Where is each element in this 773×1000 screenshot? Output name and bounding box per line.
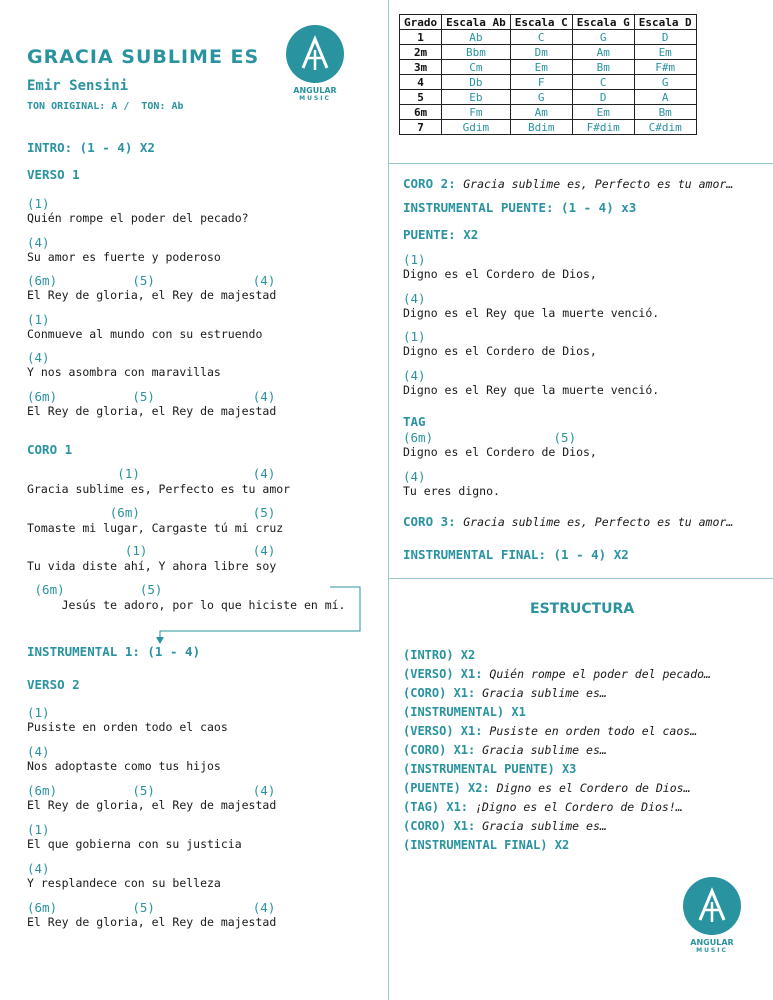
structure-label: (INTRO) X2 (403, 648, 476, 662)
table-row (400, 120, 697, 135)
lyric-line: El Rey de gloria, el Rey de majestad (27, 915, 277, 929)
angular-music-logo (285, 24, 345, 104)
lyric-line: Digno es el Cordero de Dios, (403, 344, 597, 358)
coro3-label: CORO 3: (403, 514, 456, 529)
structure-text: Pusiste en orden todo el caos… (482, 724, 698, 738)
coro3-text: Gracia sublime es, Perfecto es tu amor… (463, 515, 734, 529)
degree-cell: 1 (400, 30, 442, 45)
chord-line: (4) (27, 234, 50, 250)
table-header: Escala D (634, 15, 696, 30)
degree-cell: 4 (400, 75, 442, 90)
lyric-line: Conmueve al mundo con su estruendo (27, 326, 263, 341)
chord-line: (1) (27, 822, 50, 837)
chord-cell: Cm (442, 60, 511, 75)
lyric-line: Nos adoptaste como tus hijos (27, 759, 221, 773)
structure-text: Gracia sublime es… (475, 743, 607, 757)
structure-label: (INSTRUMENTAL FINAL) X2 (403, 838, 570, 852)
chord-cell: Ab (442, 30, 511, 45)
structure-item (403, 819, 607, 833)
structure-item (403, 648, 475, 662)
chord-cell: G (634, 75, 696, 90)
chord-line: (6m) (5) (27, 504, 276, 520)
logo-text-line1: ANGULAR (690, 938, 734, 947)
structure-text: Quién rompe el poder del pecado… (482, 667, 711, 681)
chord-line: (4) (27, 861, 50, 876)
chord-line: (4) (403, 367, 426, 383)
chord-line: (1) (27, 196, 50, 211)
chord-cell: Em (510, 60, 572, 75)
chord-line: (1) (27, 311, 50, 327)
lyric-line: Pusiste en orden todo el caos (27, 720, 228, 734)
chord-cell: Am (572, 45, 634, 60)
lyric-line: Tomaste mi lugar, Cargaste tú mi cruz (27, 520, 284, 535)
structure-item (403, 743, 607, 757)
instrumental-puente-heading: INSTRUMENTAL PUENTE: (1 - 4) x3 (403, 200, 637, 215)
chord-cell: Am (510, 105, 572, 120)
coro2-text: Gracia sublime es, Perfecto es tu amor… (463, 177, 734, 191)
structure-text: Digno es el Cordero de Dios… (489, 781, 691, 795)
structure-label: (VERSO) X1: (403, 724, 483, 738)
degree-table (399, 14, 697, 135)
table-header: Grado (400, 15, 442, 30)
structure-item (403, 800, 683, 814)
chord-line: (1) (4) (27, 543, 276, 558)
song-title: GRACIA SUBLIME ES (27, 46, 260, 68)
chord-line: (4) (403, 290, 426, 306)
table-row (400, 75, 697, 90)
logo-text-line1: ANGULAR (293, 86, 337, 95)
table-row (400, 60, 697, 75)
repeat-arrow-icon (150, 585, 365, 645)
chord-cell: Em (634, 45, 696, 60)
lyric-line: Y nos asombra con maravillas (27, 365, 221, 379)
chord-cell: C (572, 75, 634, 90)
intro-heading: INTRO: (1 - 4) X2 (27, 140, 155, 155)
table-header: Escala Ab (442, 15, 511, 30)
chord-cell: F#m (634, 60, 696, 75)
chord-cell: Bdim (510, 120, 572, 135)
lyric-line: Y resplandece con su belleza (27, 876, 221, 890)
structure-text: Gracia sublime es… (475, 819, 607, 833)
chord-cell: D (634, 30, 696, 45)
lyric-line: El Rey de gloria, el Rey de majestad (27, 288, 277, 302)
chord-line: (6m) (5) (4) (27, 900, 276, 915)
lyric-line: Jesús te adoro, por lo que hiciste en mí. (27, 597, 346, 612)
table-row (400, 30, 697, 45)
chord-line: (4) (403, 468, 426, 484)
degree-cell: 5 (400, 90, 442, 105)
chord-line: (6m) (5) (4) (27, 273, 276, 288)
chord-cell: C#dim (634, 120, 696, 135)
chord-cell: F#dim (572, 120, 634, 135)
lyric-line: Gracia sublime es, Perfecto es tu amor (27, 482, 291, 496)
coro1-heading: CORO 1 (27, 442, 73, 457)
chord-cell: D (572, 90, 634, 105)
structure-item (403, 781, 691, 795)
angular-music-logo-bottom (682, 876, 742, 956)
lyric-line: Digno es el Cordero de Dios, (403, 445, 597, 459)
chord-line: (1) (403, 252, 426, 267)
table-header: Escala G (572, 15, 634, 30)
verso2-heading: VERSO 2 (27, 677, 80, 692)
lyric-line: Digno es el Rey que la muerte venció. (403, 382, 660, 397)
verso1-heading: VERSO 1 (27, 167, 80, 182)
structure-item (403, 667, 711, 681)
degree-cell: 2m (400, 45, 442, 60)
lyric-line: Digno es el Cordero de Dios, (403, 267, 597, 281)
logo-mark-icon (682, 876, 742, 936)
chord-cell: G (572, 30, 634, 45)
structure-label: (PUENTE) X2: (403, 781, 490, 795)
chord-line: (6m) (5) (27, 581, 163, 597)
table-row (400, 105, 697, 120)
logo-mark-icon (285, 24, 345, 84)
lyric-line: Digno es el Rey que la muerte venció. (403, 305, 660, 320)
structure-item (403, 686, 607, 700)
degree-cell: 6m (400, 105, 442, 120)
chord-line: (1) (27, 705, 50, 720)
key-info: TON ORIGINAL: A / TON: Ab (27, 101, 184, 112)
table-header: Escala C (510, 15, 572, 30)
chord-cell: Bm (572, 60, 634, 75)
structure-label: (VERSO) X1: (403, 667, 483, 681)
lyric-line: El que gobierna con su justicia (27, 837, 242, 851)
structure-label: (TAG) X1: (403, 800, 469, 814)
lyric-line: Tu eres digno. (403, 483, 500, 498)
lyric-line: Su amor es fuerte y poderoso (27, 249, 221, 264)
chord-line: (1) (4) (27, 466, 276, 481)
table-row (400, 45, 697, 60)
logo-text-line2: MUSIC (299, 95, 331, 102)
tag-heading: TAG (403, 414, 426, 429)
lyric-line: El Rey de gloria, el Rey de majestad (27, 403, 277, 418)
degree-cell: 7 (400, 120, 442, 135)
lyric-line: El Rey de gloria, el Rey de majestad (27, 798, 277, 812)
chord-line: (6m) (5) (4) (27, 388, 276, 404)
coro2-label: CORO 2: (403, 176, 456, 191)
chord-cell: Bbm (442, 45, 511, 60)
coro3-line (403, 514, 733, 529)
structure-title: ESTRUCTURA (530, 601, 635, 617)
chord-cell: Eb (442, 90, 511, 105)
lyric-line: Tu vida diste ahí, Y ahora libre soy (27, 559, 277, 573)
structure-item (403, 838, 569, 852)
structure-label: (INSTRUMENTAL) X1 (403, 705, 526, 719)
logo-text-line2: MUSIC (696, 947, 728, 954)
structure-text: Gracia sublime es… (475, 686, 607, 700)
chord-line: (6m) (5) (403, 430, 577, 445)
section-divider-bottom (389, 578, 773, 579)
lyric-line: Quién rompe el poder del pecado? (27, 211, 249, 225)
chord-cell: Fm (442, 105, 511, 120)
chord-cell: F (510, 75, 572, 90)
chord-cell: A (634, 90, 696, 105)
artist-name: Emir Sensini (27, 78, 129, 94)
structure-label: (INSTRUMENTAL PUENTE) X3 (403, 762, 577, 776)
chord-cell: Gdim (442, 120, 511, 135)
chord-line: (4) (27, 744, 50, 759)
structure-text: ¡Digno es el Cordero de Dios!… (468, 800, 683, 814)
chord-cell: C (510, 30, 572, 45)
structure-label: (CORO) X1: (403, 743, 476, 757)
structure-label: (CORO) X1: (403, 686, 476, 700)
instrumental-final-heading: INSTRUMENTAL FINAL: (1 - 4) X2 (403, 547, 629, 562)
chord-cell: Bm (634, 105, 696, 120)
structure-label: (CORO) X1: (403, 819, 476, 833)
structure-item (403, 705, 526, 719)
chord-line: (4) (27, 350, 50, 365)
chord-cell: Db (442, 75, 511, 90)
chord-cell: G (510, 90, 572, 105)
chord-line: (1) (403, 329, 426, 344)
puente-heading: PUENTE: X2 (403, 227, 479, 242)
instrumental1-heading: INSTRUMENTAL 1: (1 - 4) (27, 644, 201, 659)
chord-line: (6m) (5) (4) (27, 783, 276, 798)
degree-cell: 3m (400, 60, 442, 75)
structure-item (403, 762, 576, 776)
column-divider (388, 0, 389, 1000)
coro2-line (403, 176, 733, 191)
section-divider-top (389, 163, 773, 164)
structure-item (403, 724, 697, 738)
chord-cell: Dm (510, 45, 572, 60)
table-row (400, 90, 697, 105)
chord-cell: Em (572, 105, 634, 120)
